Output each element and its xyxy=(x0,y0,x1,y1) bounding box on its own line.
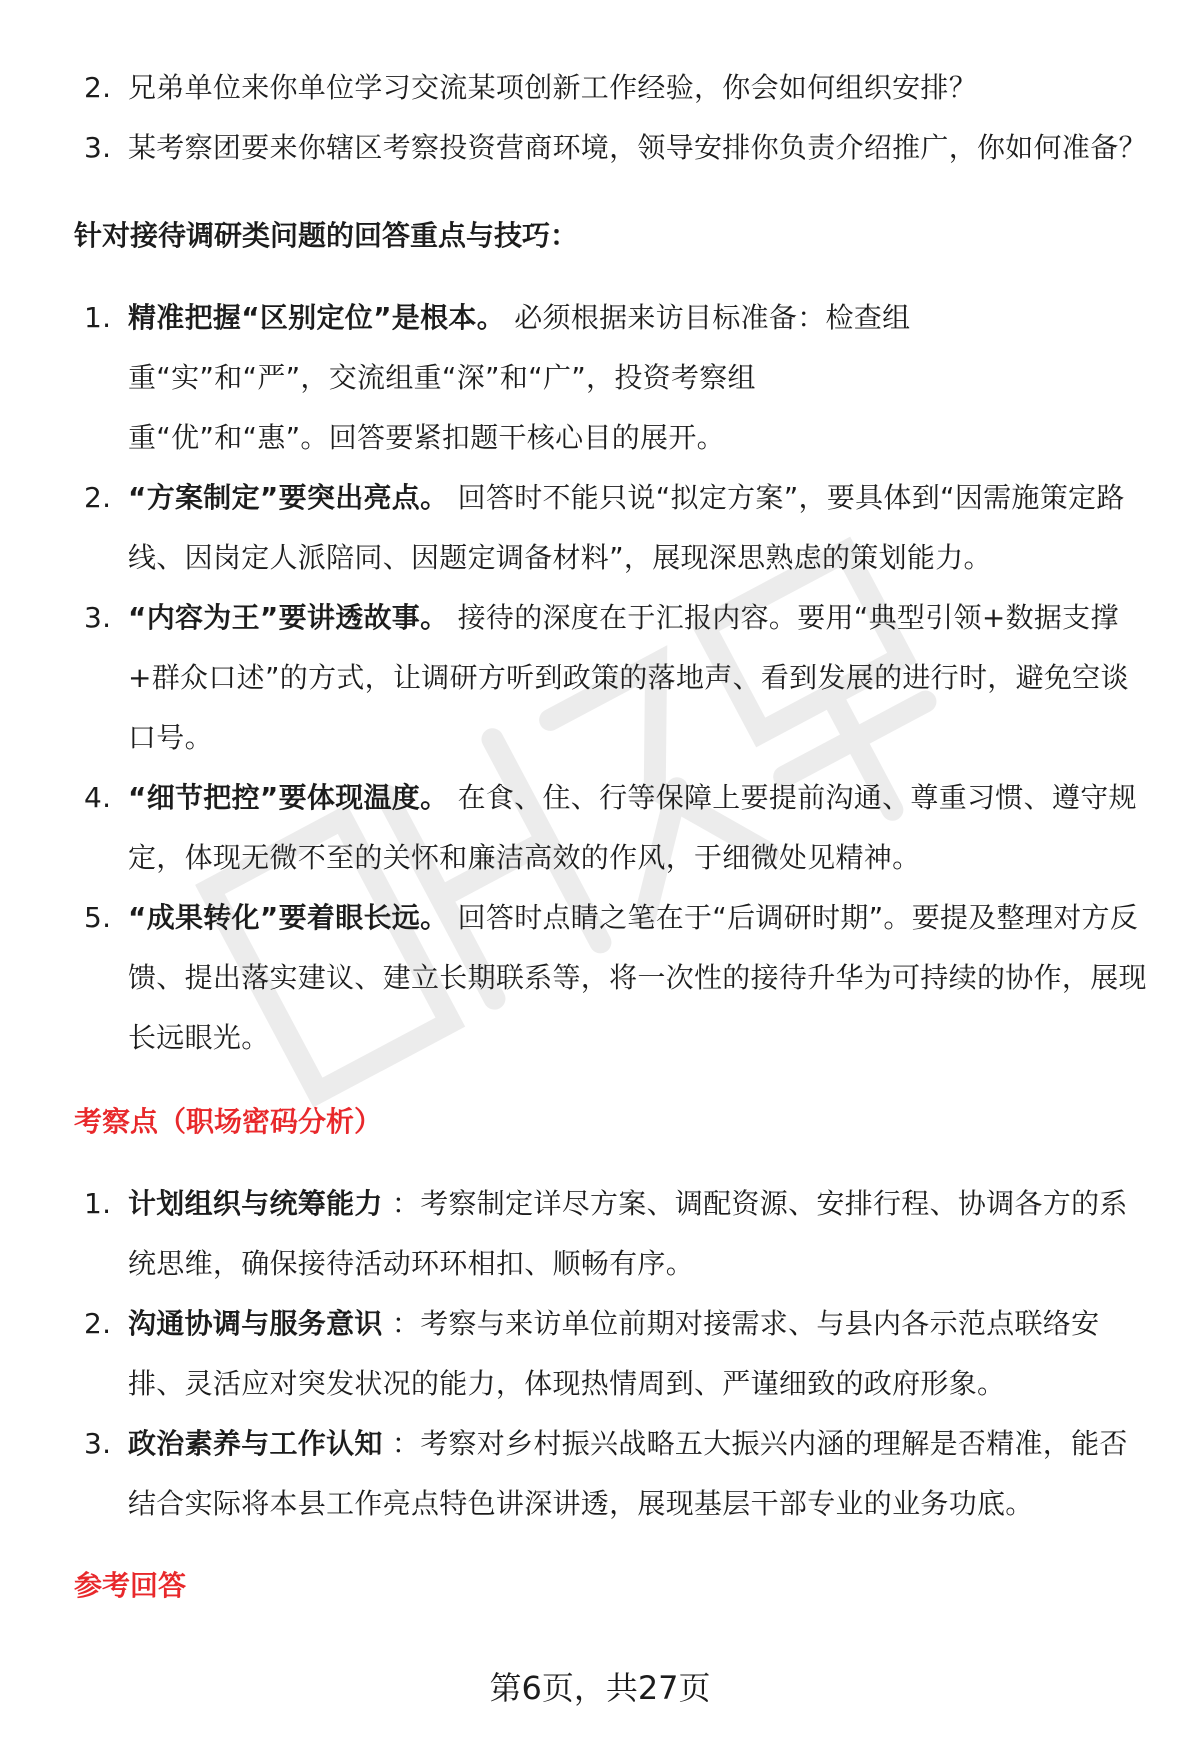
list-item xyxy=(74,1174,1154,1294)
list-text: 回答时点睛之笔在于“后调研时期”。要提及整理对方反馈、提出落实建议、建立长期联系等，将一次性的接待升华为可持续的协作，展现长远眼光。 xyxy=(128,901,1147,1054)
page-indicator: 第6页，共27页 xyxy=(489,1669,711,1707)
techniques-heading: 针对接待调研类问题的回答重点与技巧： xyxy=(74,219,579,252)
list-number: 2. xyxy=(84,71,112,104)
list-item xyxy=(74,768,1154,888)
list-item xyxy=(74,468,1154,588)
list-text: 回答时不能只说“拟定方案”，要具体到“因需施策定路线、因岗定人派陪同、因题定调备材料”，展现深思熟虑的策划能力。 xyxy=(128,481,1125,574)
list-number: 4. xyxy=(84,781,112,814)
list-bold-lead: 计划组织与统筹能力 xyxy=(128,1187,383,1220)
list-item xyxy=(74,288,1154,468)
list-number: 3. xyxy=(84,601,112,634)
list-bold-lead: 精准把握“区别定位”是根本。 xyxy=(128,301,506,334)
list-text: 在食、住、行等保障上要提前沟通、尊重习惯、遵守规定，体现无微不至的关怀和廉洁高效的作风，于细微处见精神。 xyxy=(128,781,1137,874)
exam-points-list xyxy=(74,1174,1154,1534)
list-number: 1. xyxy=(84,301,112,334)
reference-answer-heading: 参考回答 xyxy=(74,1569,187,1602)
question-list xyxy=(74,58,1154,178)
list-number: 2. xyxy=(84,481,112,514)
list-text: 接待的深度在于汇报内容。要用“典型引领+数据支撑+群众口述”的方式，让调研方听到政策的落地声、看到发展的进行时，避免空谈口号。 xyxy=(128,601,1129,754)
techniques-list xyxy=(74,288,1154,1068)
list-bold-lead: “内容为王”要讲透故事。 xyxy=(128,601,449,634)
list-bold-lead: 沟通协调与服务意识 xyxy=(128,1307,383,1340)
list-item xyxy=(74,888,1154,1068)
list-item xyxy=(74,118,1154,178)
list-text: ：考察对乡村振兴战略五大振兴内涵的理解是否精准，能否结合实际将本县工作亮点特色讲深讲透，展现基层干部专业的业务功底。 xyxy=(128,1427,1128,1520)
document-content xyxy=(74,58,1154,1616)
list-item xyxy=(74,58,1154,118)
list-text: ：考察制定详尽方案、调配资源、安排行程、协调各方的系统思维，确保接待活动环环相扣、顺畅有序。 xyxy=(128,1187,1128,1280)
list-bold-lead: “成果转化”要着眼长远。 xyxy=(128,901,449,934)
list-bold-lead: “方案制定”要突出亮点。 xyxy=(128,481,449,514)
list-bold-lead: 政治素养与工作认知 xyxy=(128,1427,383,1460)
list-text: 必须根据来访目标准备：检查组重“实”和“严”，交流组重“深”和“广”，投资考察组重“优”和“惠”。回答要紧扣题干核心目的展开。 xyxy=(128,301,911,454)
list-number: 5. xyxy=(84,901,112,934)
list-text: 兄弟单位来你单位学习交流某项创新工作经验，你会如何组织安排？ xyxy=(128,71,978,104)
list-bold-lead: “细节把控”要体现温度。 xyxy=(128,781,449,814)
list-number: 1. xyxy=(84,1187,112,1220)
list-item xyxy=(74,1294,1154,1414)
list-number: 3. xyxy=(84,1427,112,1460)
list-item xyxy=(74,1414,1154,1534)
list-text: ：考察与来访单位前期对接需求、与县内各示范点联络安排、灵活应对突发状况的能力，体现热情周到、严谨细致的政府形象。 xyxy=(128,1307,1100,1400)
list-text: 某考察团要来你辖区考察投资营商环境，领导安排你负责介绍推广，你如何准备？ xyxy=(128,131,1147,164)
list-number: 2. xyxy=(84,1307,112,1340)
exam-points-heading: 考察点（职场密码分析） xyxy=(74,1105,383,1138)
list-item xyxy=(74,588,1154,768)
list-number: 3. xyxy=(84,131,112,164)
